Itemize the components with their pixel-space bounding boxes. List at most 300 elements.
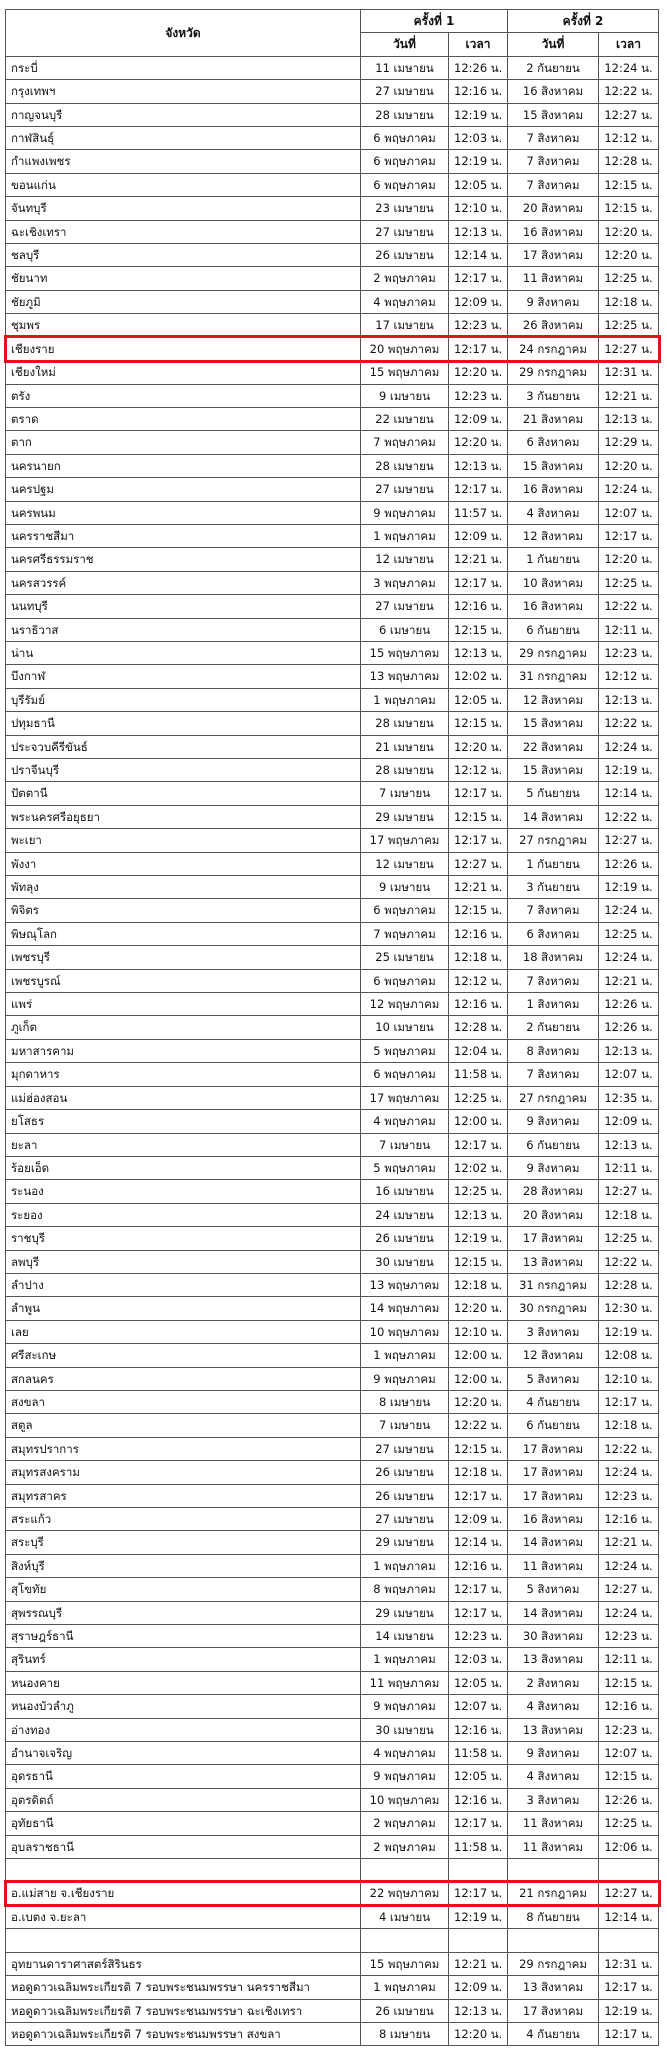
round2-time-cell: 12:12 น. (599, 127, 659, 150)
round1-date-cell: 27 เมษายน (361, 220, 449, 243)
round1-date-cell: 26 เมษายน (361, 1999, 449, 2022)
round1-time-cell: 12:15 น. (449, 899, 508, 922)
round2-date-cell: 15 สิงหาคม (508, 454, 599, 477)
table-row (6, 829, 659, 852)
round2-time-cell: 12:12 น. (599, 665, 659, 688)
round2-date-cell: 2 กันยายน (508, 1016, 599, 1039)
table-row (6, 946, 659, 969)
round1-date-cell: 29 เมษายน (361, 805, 449, 828)
table-row (6, 150, 659, 173)
table-row (6, 735, 659, 758)
round2-time-cell: 12:18 น. (599, 1414, 659, 1437)
round2-time-cell: 12:15 น. (599, 1671, 659, 1694)
province-cell: ลำพูน (6, 1297, 361, 1320)
round2-time-cell: 12:17 น. (599, 1976, 659, 1999)
round2-time-cell: 12:15 น. (599, 173, 659, 196)
table-row (6, 618, 659, 641)
round2-date-cell: 26 สิงหาคม (508, 314, 599, 337)
province-cell: กระบี่ (6, 56, 361, 79)
round1-date-cell: 22 พฤษภาคม (361, 1882, 449, 1905)
round2-date-cell: 6 สิงหาคม (508, 431, 599, 454)
round2-time-cell: 12:18 น. (599, 1203, 659, 1226)
round1-time-cell: 12:17 น. (449, 1578, 508, 1601)
round1-date-cell: 11 เมษายน (361, 56, 449, 79)
round2-date-cell: 14 สิงหาคม (508, 805, 599, 828)
round1-time-cell: 12:23 น. (449, 1625, 508, 1648)
round1-time-cell: 12:28 น. (449, 1016, 508, 1039)
round2-date-cell: 18 สิงหาคม (508, 946, 599, 969)
round1-date-cell: 30 เมษายน (361, 1718, 449, 1741)
round1-time-cell: 12:20 น. (449, 1297, 508, 1320)
round2-date-cell: 7 สิงหาคม (508, 127, 599, 150)
round2-date-cell: 7 สิงหาคม (508, 173, 599, 196)
round2-date-cell: 11 สิงหาคม (508, 1835, 599, 1858)
table-row (6, 454, 659, 477)
round1-time-cell: 12:20 น. (449, 361, 508, 384)
province-header: จังหวัด (6, 10, 361, 57)
round1-time-cell: 12:18 น. (449, 1461, 508, 1484)
round2-time-cell: 12:16 น. (599, 1695, 659, 1718)
round1-date-cell: 17 พฤษภาคม (361, 1086, 449, 1109)
table-row (6, 665, 659, 688)
round2-time-cell: 12:30 น. (599, 1297, 659, 1320)
round2-date-cell: 3 สิงหาคม (508, 1320, 599, 1343)
table-row (6, 1765, 659, 1788)
table-row (6, 1531, 659, 1554)
province-cell: ประจวบคีรีขันธ์ (6, 735, 361, 758)
round2-date-cell: 15 สิงหาคม (508, 712, 599, 735)
province-cell: สิงห์บุรี (6, 1554, 361, 1577)
round2-date-cell: 29 กรกฎาคม (508, 641, 599, 664)
province-cell: อ.แม่สาย จ.เชียงราย (6, 1882, 361, 1905)
round1-time-cell: 12:04 น. (449, 1039, 508, 1062)
round2-date-cell: 29 กรกฎาคม (508, 1952, 599, 1975)
round2-time-cell: 12:21 น. (599, 384, 659, 407)
table-row (6, 1320, 659, 1343)
highlighted-table-row (6, 1882, 659, 1905)
empty-cell (6, 1929, 361, 1952)
round1-date-cell: 14 พฤษภาคม (361, 1297, 449, 1320)
round1-time-cell: 11:58 น. (449, 1063, 508, 1086)
round1-date-cell: 6 พฤษภาคม (361, 173, 449, 196)
round1-time-cell: 12:15 น. (449, 805, 508, 828)
round1-date-cell: 6 พฤษภาคม (361, 150, 449, 173)
table-row (6, 431, 659, 454)
round2-date-cell: 4 สิงหาคม (508, 501, 599, 524)
round1-date-cell: 9 พฤษภาคม (361, 501, 449, 524)
round2-date-cell: 11 สิงหาคม (508, 1812, 599, 1835)
round1-time-cell: 12:15 น. (449, 618, 508, 641)
round1-date-cell: 1 พฤษภาคม (361, 1648, 449, 1671)
round1-date-cell: 27 เมษายน (361, 80, 449, 103)
table-row (6, 1461, 659, 1484)
round1-time-cell: 12:05 น. (449, 1671, 508, 1694)
round2-time-cell: 12:24 น. (599, 899, 659, 922)
round1-time-cell: 12:27 น. (449, 852, 508, 875)
round2-time-cell: 12:20 น. (599, 548, 659, 571)
round2-time-cell: 12:29 น. (599, 431, 659, 454)
province-cell: ปทุมธานี (6, 712, 361, 735)
round2-date-cell: 1 สิงหาคม (508, 993, 599, 1016)
round2-date-cell: 10 สิงหาคม (508, 571, 599, 594)
table-row (6, 1016, 659, 1039)
table-row (6, 2022, 659, 2045)
table-row (6, 197, 659, 220)
round1-date-cell: 3 พฤษภาคม (361, 571, 449, 594)
round2-date-cell: 31 กรกฎาคม (508, 665, 599, 688)
round2-time-cell: 12:27 น. (599, 829, 659, 852)
round2-date-cell: 2 สิงหาคม (508, 1671, 599, 1694)
round1-time-cell: 12:12 น. (449, 759, 508, 782)
table-row (6, 688, 659, 711)
round1-time-cell: 12:20 น. (449, 1390, 508, 1413)
round2-time-cell: 12:23 น. (599, 641, 659, 664)
province-cell: ร้อยเอ็ด (6, 1156, 361, 1179)
table-row (6, 1414, 659, 1437)
round2-time-cell: 12:25 น. (599, 267, 659, 290)
round1-date-cell: 6 พฤษภาคม (361, 1063, 449, 1086)
round1-time-cell: 12:23 น. (449, 314, 508, 337)
round2-time-cell: 12:21 น. (599, 1531, 659, 1554)
round2-date-cell: 29 กรกฎาคม (508, 361, 599, 384)
round2-time-cell: 12:08 น. (599, 1344, 659, 1367)
province-cell: นครราชสีมา (6, 524, 361, 547)
round1-time-cell: 12:17 น. (449, 267, 508, 290)
round2-date-cell: 7 สิงหาคม (508, 150, 599, 173)
round1-date-cell: 28 เมษายน (361, 454, 449, 477)
province-cell: ตราด (6, 407, 361, 430)
round1-date-cell: 26 เมษายน (361, 244, 449, 267)
round2-time-cell: 12:23 น. (599, 1625, 659, 1648)
round2-time-cell: 12:19 น. (599, 876, 659, 899)
province-cell: ลำปาง (6, 1273, 361, 1296)
province-cell: หอดูดาวเฉลิมพระเกียรติ 7 รอบพระชนมพรรษา นครราชสีมา (6, 1976, 361, 1999)
round1-date-cell: 8 พฤษภาคม (361, 1578, 449, 1601)
round1-time-cell: 12:16 น. (449, 1788, 508, 1811)
round1-time-cell: 12:20 น. (449, 735, 508, 758)
table-row (6, 1976, 659, 1999)
round2-date-cell: 3 กันยายน (508, 384, 599, 407)
province-cell: กำแพงเพชร (6, 150, 361, 173)
round1-date-cell: 6 พฤษภาคม (361, 969, 449, 992)
round2-time-cell: 12:26 น. (599, 993, 659, 1016)
round2-time-cell: 12:20 น. (599, 244, 659, 267)
table-row (6, 1203, 659, 1226)
round2-date-cell: 7 สิงหาคม (508, 1063, 599, 1086)
table-row (6, 805, 659, 828)
round1-date-cell: 13 พฤษภาคม (361, 1273, 449, 1296)
round2-date-cell: 16 สิงหาคม (508, 220, 599, 243)
round2-time-cell: 12:22 น. (599, 805, 659, 828)
round2-time-cell: 12:19 น. (599, 759, 659, 782)
round1-date-cell: 15 พฤษภาคม (361, 1952, 449, 1975)
round1-date-cell: 26 เมษายน (361, 1461, 449, 1484)
province-cell: นครปฐม (6, 478, 361, 501)
table-row (6, 1554, 659, 1577)
round1-time-cell: 12:05 น. (449, 1765, 508, 1788)
round2-date-cell: 17 สิงหาคม (508, 1227, 599, 1250)
province-cell: นครนายก (6, 454, 361, 477)
table-row (6, 1695, 659, 1718)
empty-cell (508, 1859, 599, 1882)
province-cell: มุกดาหาร (6, 1063, 361, 1086)
province-cell: ตรัง (6, 384, 361, 407)
round2-time-cell: 12:24 น. (599, 1554, 659, 1577)
table-row (6, 1039, 659, 1062)
round1-time-cell: 11:58 น. (449, 1835, 508, 1858)
round2-time-cell: 12:15 น. (599, 1765, 659, 1788)
table-row (6, 1905, 659, 1928)
round1-time-cell: 12:10 น. (449, 197, 508, 220)
round1-date-cell: 12 เมษายน (361, 852, 449, 875)
round1-date-cell: 9 เมษายน (361, 876, 449, 899)
round1-time-cell: 12:16 น. (449, 595, 508, 618)
round1-date-cell: 2 พฤษภาคม (361, 1812, 449, 1835)
round1-date-cell: 7 เมษายน (361, 1414, 449, 1437)
round2-time-cell: 12:18 น. (599, 290, 659, 313)
province-cell: พะเยา (6, 829, 361, 852)
province-cell: อุทัยธานี (6, 1812, 361, 1835)
round2-date-cell: 4 กันยายน (508, 2022, 599, 2045)
round2-date-cell: 6 กันยายน (508, 1133, 599, 1156)
round1-date-cell: 16 เมษายน (361, 1180, 449, 1203)
round1-time-cell: 12:19 น. (449, 103, 508, 126)
round2-time-header: เวลา (599, 33, 659, 56)
round2-time-cell: 12:35 น. (599, 1086, 659, 1109)
round2-date-cell: 4 กันยายน (508, 1390, 599, 1413)
round2-time-cell: 12:22 น. (599, 80, 659, 103)
round2-time-cell: 12:15 น. (599, 197, 659, 220)
table-row (6, 1952, 659, 1975)
round1-time-cell: 12:09 น. (449, 290, 508, 313)
round1-date-cell: 17 เมษายน (361, 314, 449, 337)
round1-time-cell: 12:17 น. (449, 478, 508, 501)
round1-time-cell: 12:16 น. (449, 922, 508, 945)
round1-time-cell: 12:03 น. (449, 127, 508, 150)
round1-date-cell: 5 พฤษภาคม (361, 1156, 449, 1179)
round1-date-cell: 2 พฤษภาคม (361, 1835, 449, 1858)
round1-date-cell: 11 พฤษภาคม (361, 1671, 449, 1694)
table-row (6, 1390, 659, 1413)
round1-time-cell: 12:02 น. (449, 665, 508, 688)
round1-date-cell: 23 เมษายน (361, 197, 449, 220)
table-row (6, 922, 659, 945)
empty-cell (449, 1859, 508, 1882)
table-row (6, 1273, 659, 1296)
round1-time-cell: 12:15 น. (449, 1250, 508, 1273)
round1-date-cell: 15 พฤษภาคม (361, 641, 449, 664)
round1-time-cell: 12:21 น. (449, 1952, 508, 1975)
province-cell: เพชรบุรี (6, 946, 361, 969)
province-cell: กรุงเทพฯ (6, 80, 361, 103)
table-row (6, 1648, 659, 1671)
table-row (6, 1086, 659, 1109)
table-row (6, 524, 659, 547)
round1-time-cell: 12:20 น. (449, 431, 508, 454)
round1-time-cell: 12:17 น. (449, 1484, 508, 1507)
round2-date-cell: 12 สิงหาคม (508, 688, 599, 711)
round2-date-cell: 8 สิงหาคม (508, 1039, 599, 1062)
round2-date-cell: 2 กันยายน (508, 56, 599, 79)
round1-date-cell: 9 เมษายน (361, 384, 449, 407)
table-row (6, 1344, 659, 1367)
province-cell: สระบุรี (6, 1531, 361, 1554)
round1-date-cell: 28 เมษายน (361, 712, 449, 735)
table-header (6, 10, 659, 57)
round1-time-cell: 12:14 น. (449, 244, 508, 267)
round2-time-cell: 12:11 น. (599, 618, 659, 641)
round2-date-cell: 14 สิงหาคม (508, 1531, 599, 1554)
round2-date-cell: 1 กันยายน (508, 548, 599, 571)
round1-time-cell: 12:12 น. (449, 969, 508, 992)
round1-time-cell: 12:16 น. (449, 1718, 508, 1741)
table-row (6, 782, 659, 805)
round1-time-cell: 12:17 น. (449, 782, 508, 805)
round1-time-cell: 12:17 น. (449, 829, 508, 852)
round1-time-cell: 12:13 น. (449, 1999, 508, 2022)
round2-time-cell: 12:21 น. (599, 969, 659, 992)
round2-time-cell: 12:28 น. (599, 1273, 659, 1296)
table-row (6, 1812, 659, 1835)
round1-date-cell: 10 เมษายน (361, 1016, 449, 1039)
round2-time-cell: 12:22 น. (599, 1437, 659, 1460)
table-row (6, 1227, 659, 1250)
round2-date-cell: 5 สิงหาคม (508, 1578, 599, 1601)
table-row (6, 759, 659, 782)
table-row (6, 1508, 659, 1531)
table-row (6, 56, 659, 79)
province-cell: สมุทรสาคร (6, 1484, 361, 1507)
round1-time-cell: 12:00 น. (449, 1367, 508, 1390)
round2-time-cell: 12:27 น. (599, 1180, 659, 1203)
province-cell: จันทบุรี (6, 197, 361, 220)
round2-time-cell: 12:24 น. (599, 1601, 659, 1624)
highlighted-table-row (6, 337, 659, 360)
round1-time-cell: 12:22 น. (449, 1414, 508, 1437)
round2-date-cell: 5 กันยายน (508, 782, 599, 805)
table-row (6, 1601, 659, 1624)
round2-date-cell: 4 สิงหาคม (508, 1765, 599, 1788)
round2-time-cell: 12:24 น. (599, 478, 659, 501)
round2-date-cell: 9 สิงหาคม (508, 1156, 599, 1179)
round1-date-cell: 7 เมษายน (361, 1133, 449, 1156)
province-cell: ปราจีนบุรี (6, 759, 361, 782)
round2-date-cell: 11 สิงหาคม (508, 267, 599, 290)
province-cell: ชุมพร (6, 314, 361, 337)
round1-date-header: วันที่ (361, 33, 449, 56)
round2-date-cell: 15 สิงหาคม (508, 103, 599, 126)
round2-date-cell: 4 สิงหาคม (508, 1695, 599, 1718)
round2-time-cell: 12:26 น. (599, 852, 659, 875)
round2-date-cell: 31 กรกฎาคม (508, 1273, 599, 1296)
round2-date-cell: 6 กันยายน (508, 618, 599, 641)
round1-header: ครั้งที่ 1 (361, 10, 508, 33)
province-cell: แม่ฮ่องสอน (6, 1086, 361, 1109)
province-cell: พระนครศรีอยุธยา (6, 805, 361, 828)
table-row (6, 1835, 659, 1858)
round2-time-cell: 12:07 น. (599, 501, 659, 524)
province-cell: สงขลา (6, 1390, 361, 1413)
table-row (6, 1718, 659, 1741)
province-cell: ภูเก็ต (6, 1016, 361, 1039)
round2-time-cell: 12:24 น. (599, 946, 659, 969)
province-cell: พิจิตร (6, 899, 361, 922)
round1-time-cell: 12:05 น. (449, 688, 508, 711)
round2-time-cell: 12:22 น. (599, 1250, 659, 1273)
province-cell: ชัยนาท (6, 267, 361, 290)
round1-date-cell: 13 พฤษภาคม (361, 665, 449, 688)
round2-date-cell: 8 กันยายน (508, 1905, 599, 1928)
round1-time-cell: 12:09 น. (449, 524, 508, 547)
table-row (6, 1297, 659, 1320)
round2-date-cell: 15 สิงหาคม (508, 759, 599, 782)
province-cell: ฉะเชิงเทรา (6, 220, 361, 243)
round1-time-cell: 12:18 น. (449, 1273, 508, 1296)
province-cell: หอดูดาวเฉลิมพระเกียรติ 7 รอบพระชนมพรรษา ฉะเชิงเทรา (6, 1999, 361, 2022)
round1-date-cell: 14 เมษายน (361, 1625, 449, 1648)
province-cell: สมุทรปราการ (6, 1437, 361, 1460)
table-row (6, 173, 659, 196)
table-row (6, 1578, 659, 1601)
round1-date-cell: 9 พฤษภาคม (361, 1695, 449, 1718)
round1-date-cell: 21 เมษายน (361, 735, 449, 758)
table-row (6, 1133, 659, 1156)
empty-cell (6, 1859, 361, 1882)
table-row (6, 1671, 659, 1694)
round1-time-cell: 12:15 น. (449, 712, 508, 735)
round1-time-cell: 12:09 น. (449, 1976, 508, 1999)
province-cell: อำนาจเจริญ (6, 1742, 361, 1765)
round2-date-cell: 24 กรกฎาคม (508, 337, 599, 360)
province-cell: สุโขทัย (6, 1578, 361, 1601)
round2-date-cell: 7 สิงหาคม (508, 969, 599, 992)
round1-date-cell: 24 เมษายน (361, 1203, 449, 1226)
round2-time-cell: 12:17 น. (599, 2022, 659, 2045)
province-cell: บุรีรัมย์ (6, 688, 361, 711)
table-body (6, 56, 659, 2046)
round1-date-cell: 6 เมษายน (361, 618, 449, 641)
round1-time-cell: 12:16 น. (449, 80, 508, 103)
province-cell: ชลบุรี (6, 244, 361, 267)
round1-date-cell: 7 เมษายน (361, 782, 449, 805)
round1-time-cell: 12:09 น. (449, 1508, 508, 1531)
province-cell: ระยอง (6, 1203, 361, 1226)
round1-time-header: เวลา (449, 33, 508, 56)
round1-date-cell: 9 พฤษภาคม (361, 1367, 449, 1390)
table-row (6, 407, 659, 430)
round2-time-cell: 12:07 น. (599, 1742, 659, 1765)
round2-date-cell: 22 สิงหาคม (508, 735, 599, 758)
round2-date-cell: 6 กันยายน (508, 1414, 599, 1437)
province-cell: เชียงราย (6, 337, 361, 360)
table-row (6, 571, 659, 594)
province-cell: แพร่ (6, 993, 361, 1016)
round1-time-cell: 12:19 น. (449, 1227, 508, 1250)
province-cell: พัทลุง (6, 876, 361, 899)
round2-time-cell: 12:13 น. (599, 1039, 659, 1062)
province-cell: สุรินทร์ (6, 1648, 361, 1671)
round1-date-cell: 4 พฤษภาคม (361, 1110, 449, 1133)
province-cell: บึงกาฬ (6, 665, 361, 688)
round2-date-cell: 28 สิงหาคม (508, 1180, 599, 1203)
round2-date-cell: 12 สิงหาคม (508, 524, 599, 547)
province-cell: นราธิวาส (6, 618, 361, 641)
table-row (6, 103, 659, 126)
empty-cell (361, 1929, 449, 1952)
round2-time-cell: 12:19 น. (599, 1999, 659, 2022)
round1-date-cell: 1 พฤษภาคม (361, 1554, 449, 1577)
round2-date-cell: 12 สิงหาคม (508, 1344, 599, 1367)
